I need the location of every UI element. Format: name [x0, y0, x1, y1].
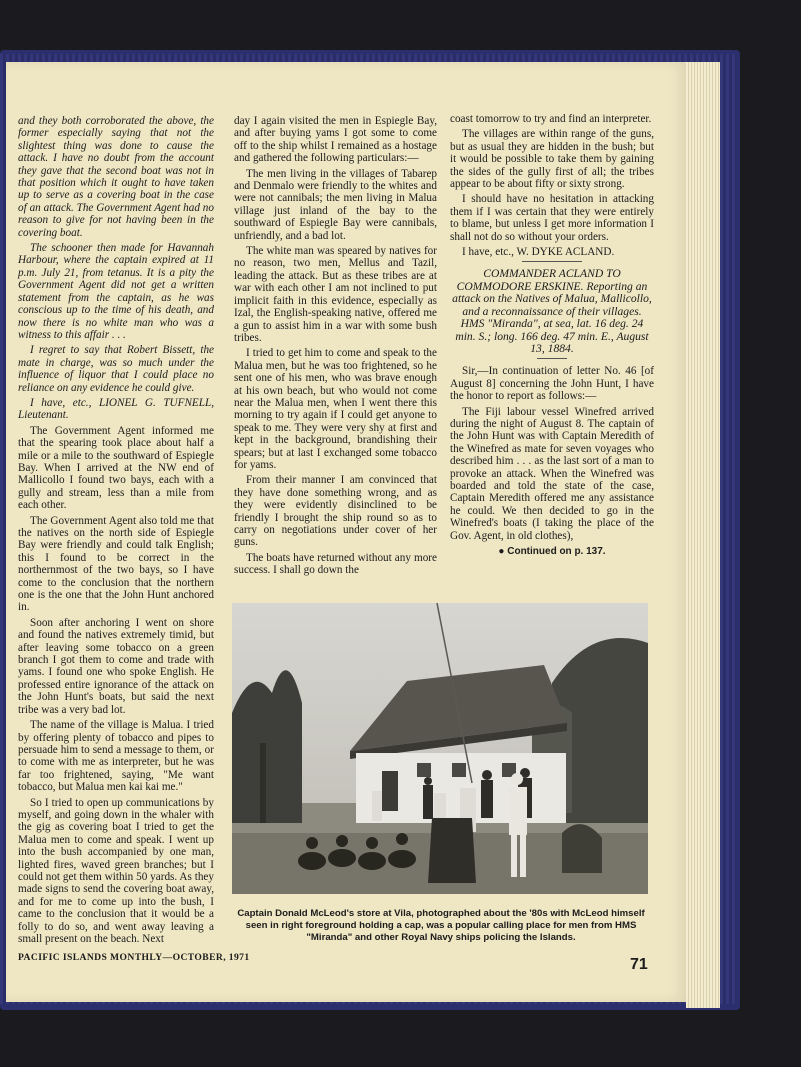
store-photo-illustration	[232, 603, 648, 894]
paragraph: I regret to say that Robert Bissett, the mate in charge, was so much under the influence of liquor that I could place no reliance on any evidence he could give.	[18, 344, 214, 394]
paragraph: I have, etc., W. DYKE ACLAND.	[462, 246, 615, 259]
paragraph: The Government Agent informed me that the spearing took place about half a mile or a mile to the southward of Espiegle Bay. When I arrived at the NW end of Mallicollo I found two bays, each with a gully and stream, less than a mile from each other.	[18, 424, 214, 512]
paragraph: coast tomorrow to try and find an interpreter.	[450, 113, 652, 125]
photo-caption: Captain Donald McLeod's store at Vila, photographed about the '80s with McLeod himself seen in right foreground holding a cap, was a popular calling place for men from HMS "Miranda" and other Royal Navy ships policing the Islands.	[237, 908, 645, 943]
paragraph: and they both corroborated the above, the former especially saying that not the slightest thing was done to cause the attack. I have no doubt from the account they gave that the second boat was not in that position which it ought to have taken up to serve as a covering boat in the case of an attack. The Government Agent had no reason to give for not having been in the covering boat.	[18, 115, 214, 239]
page-number: 71	[630, 956, 648, 973]
paragraph: I tried to get him to come and speak to the Malua men, but he was too frightened, so he sent one of his men, who was brave enough at his own beach, but who would not come near the Malua men, when I went there this morning to try again if I could get anyone to speak to me. They were very shy at first and kept in the background, brandishing their spears; but at last I exchanged some tobacco for yams.	[234, 347, 437, 471]
paragraph: The white man was speared by natives for no reason, two men, Mellus and Tazil, leading the attack. But as these tribes are at war with each other I am not inclined to put implicit faith in this evidence, especially as Izal, the English-speaking native, offered me a gun to assist him in a war with some bush tribes.	[234, 245, 437, 344]
page-footer: PACIFIC ISLANDS MONTHLY—OCTOBER, 1971	[18, 952, 250, 963]
paragraph: The Government Agent also told me that the natives on the north side of Espiegle Bay were friendly and could talk English; this I found to be correct in the northernmost of the two bays, so I have come to the conclusion that the northern one is the one that the John Hunt anchored in.	[18, 514, 214, 614]
section-divider	[522, 261, 582, 262]
paragraph: The villages are within range of the guns, but as usual they are hidden in the bush; but it would be possible to take them by gaining the sides of the gully first of all; the tribes appear to be about fifty or sixty strong.	[450, 128, 654, 191]
paragraph: The schooner then made for Havannah Harbour, where the captain expired at 11 p.m. July 21, from tetanus. It is a pity the Government Agent did not get a written statement from the captain, as he was conscious up to the time of his death, and now there is no white man who was a witness to this affair . . .	[18, 242, 214, 341]
paragraph: So I tried to open up communications by myself, and going down in the whaler with the gig as covering boat I tried to get the Malua men to come and speak. I went up into the bush accompanied by one man, lighted fires, waved green branches; but I could not get them within 50 yards. As they made signs to send the covering boat away, and for me to come up into the bush, I came to the conclusion that it would be a folly to do so, and went away leaving a small present on the beach. Next	[18, 796, 214, 945]
continued-note: ● Continued on p. 137.	[498, 546, 606, 557]
paragraph: The name of the village is Malua. I tried by offering plenty of tobacco and pipes to persuade him to send a message to them, or to come with me as interpreter, but he was far too frightened, saying, "Me want tobacco, but Malua men kai kai me."	[18, 719, 214, 794]
paragraph: I have, etc., LIONEL G. TUFNELL, Lieutenant.	[18, 396, 214, 422]
paragraph: day I again visited the men in Espiegle Bay, and after buying yams I got some to come off to the ship whilst I remained as a hostage and gathered the following particulars:—	[234, 115, 437, 165]
column-2	[234, 115, 437, 580]
letter-heading: COMMANDER ACLAND TO COMMODORE ERSKINE. Reporting an attack on the Natives of Malua, Mallicollo, and a reconnaissance of their villages. HMS "Miranda", at sea, lat. 16 deg. 24 min. S.; long. 166 deg. 47 min. E., August 13, 1884.	[452, 267, 652, 355]
page-edges	[686, 62, 720, 1008]
paragraph: I should have no hesitation in attacking them if I was certain that they were entirely to blame, but unless I get more information I shall not do so without your orders.	[450, 193, 654, 243]
paragraph: The Fiji labour vessel Winefred arrived during the night of August 8. The captain of the John Hunt was with Captain Meredith of the Winefred as mate for seven voyages who described him . . . as the last sort of a man to provoke an attack. When the Winefred was boarded and told the state of the case, Captain Meredith offered me any assistance he could. We then decided to go in the Winefred's boats (I taking the place of the Gov. Agent, in old clothes),	[450, 405, 654, 542]
paragraph: From their manner I am convinced that they have done something wrong, and as they were evidently disinclined to be friendly I brought the ship round so as to carry on negotiations under cover of her guns.	[234, 474, 437, 549]
paragraph: Sir,—In continuation of letter No. 46 [of August 8] concerning the John Hunt, I have the honor to report as follows:—	[450, 365, 654, 403]
paragraph: Soon after anchoring I went on shore and found the natives extremely timid, but after leaving some tobacco on a green branch I got them to come and trade with yams. I found one who spoke English. He professed entire ignorance of the attack on the John Hunt's boats, but said the next tribe was a very bad lot.	[18, 616, 214, 716]
section-divider	[537, 358, 567, 359]
historical-photograph	[232, 603, 648, 894]
paragraph: The men living in the villages of Tabarep and Denmalo were friendly to the whites and were not cannibals; the men living in Malua village just inland of the bay to the southward of Espiegle Bay were cannibals, unfriendly, and a bad lot.	[234, 167, 437, 242]
column-1	[18, 115, 214, 948]
paragraph: The boats have returned without any more success. I shall go down the	[234, 551, 437, 577]
column-3	[450, 113, 654, 558]
